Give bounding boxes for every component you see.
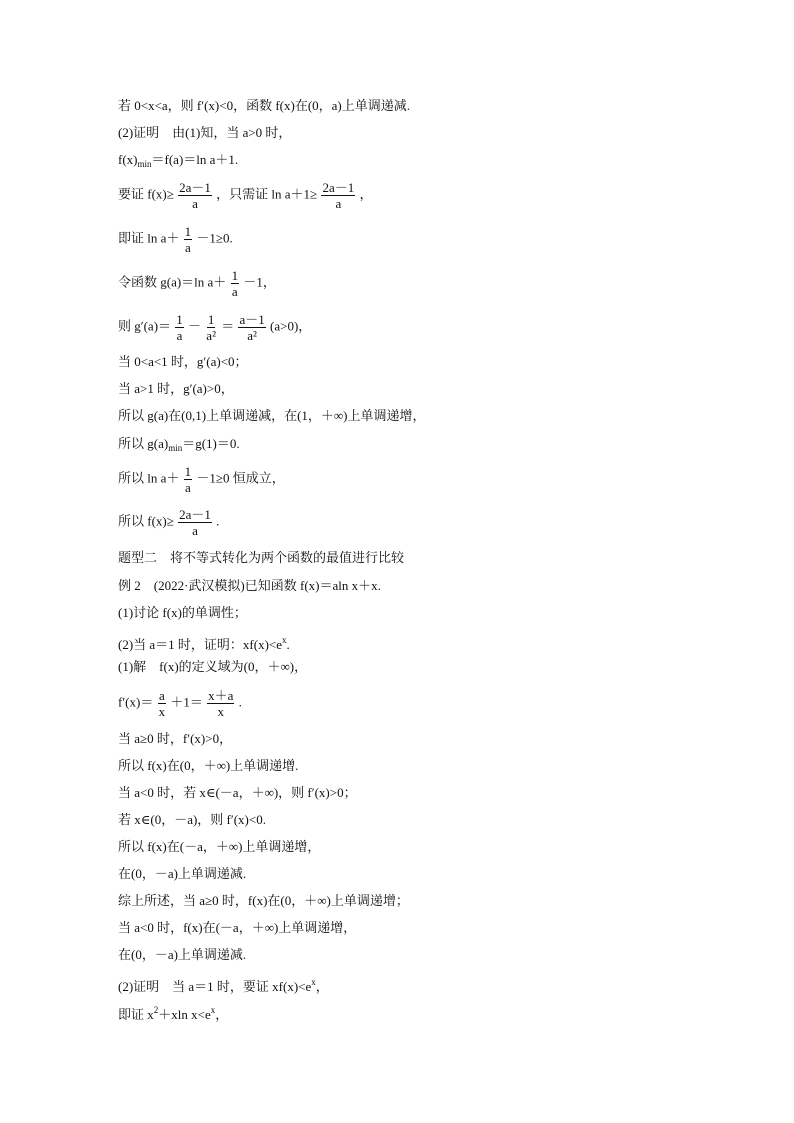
line-text: ＋1＝ xyxy=(170,694,203,710)
line-text: 综上所述，当 a≥0 时，f(x)在(0，＋∞)上单调递增； xyxy=(118,893,409,908)
line-text: . xyxy=(286,637,290,652)
line-text: 则 g′(a)＝ xyxy=(118,318,172,334)
line-text: 所以 g(a) xyxy=(118,436,169,451)
numerator: 1 xyxy=(207,312,215,327)
line-text: －1， xyxy=(243,274,276,290)
line-text: 当 a>1 时，g′(a)>0， xyxy=(118,381,234,396)
text-line xyxy=(118,812,266,828)
text-line xyxy=(118,224,233,255)
line-text: 令函数 g(a)＝ln a＋ xyxy=(118,274,227,290)
text-line xyxy=(118,98,410,114)
line-text: 若 0<x<a，则 f′(x)<0，函数 f(x)在(0，a)上单调递减. xyxy=(118,98,411,113)
line-text: (2)当 a＝1 时，证明：xf(x)<e xyxy=(118,637,283,652)
text-line xyxy=(118,605,247,621)
text-line xyxy=(118,464,285,495)
fraction xyxy=(184,464,193,495)
line-text: 当 a<0 时，f(x)在(－a，＋∞)上单调递增， xyxy=(118,920,357,935)
text-line xyxy=(118,1002,228,1023)
line-text: 例 2 (2022·武汉模拟)已知函数 f(x)＝aln x＋x. xyxy=(118,578,381,593)
line-text: ， xyxy=(315,979,329,994)
text-line xyxy=(118,381,234,397)
denominator: a² xyxy=(206,328,216,343)
text-line xyxy=(118,688,242,719)
line-text: ＝ xyxy=(221,318,235,334)
text-line xyxy=(118,866,246,882)
text-line xyxy=(118,785,357,801)
line-text: f(x) xyxy=(118,152,138,167)
text-line xyxy=(118,436,240,456)
line-text: － xyxy=(188,318,202,334)
line-text: －1≥0 恒成立， xyxy=(196,470,285,486)
text-line xyxy=(118,354,248,370)
text-line xyxy=(118,659,307,675)
numerator: 2a－1 xyxy=(179,180,211,195)
numerator: 1 xyxy=(231,268,239,283)
subscript: min xyxy=(137,159,152,169)
numerator: 2a－1 xyxy=(322,180,355,195)
denominator: a xyxy=(185,240,191,255)
numerator: a xyxy=(158,688,165,703)
line-text: ， xyxy=(215,1007,229,1022)
text-line xyxy=(118,152,238,172)
denominator: x xyxy=(158,704,166,719)
line-text: －1≥0. xyxy=(196,230,233,246)
text-line xyxy=(118,125,291,141)
line-text: 所以 g(a)在(0,1)上单调递减，在(1，＋∞)上单调递增， xyxy=(118,408,426,423)
text-line xyxy=(118,408,426,424)
line-text: 所以 f(x)在(－a，＋∞)上单调递增， xyxy=(118,839,321,854)
fraction xyxy=(175,312,184,343)
numerator: 2a－1 xyxy=(179,507,211,522)
line-text: 要证 f(x)≥ xyxy=(118,186,174,202)
line-text: 在(0，－a)上单调递减. xyxy=(118,866,247,881)
superscript: x xyxy=(282,635,287,645)
line-text: (2)证明 当 a＝1 时，要证 xf(x)<e xyxy=(118,979,312,994)
numerator: a－1 xyxy=(239,312,265,327)
fraction xyxy=(178,180,212,211)
text-line xyxy=(118,947,246,963)
text-line xyxy=(118,839,320,855)
text-line xyxy=(118,268,276,299)
superscript: 2 xyxy=(153,1005,159,1015)
superscript: x xyxy=(210,1005,216,1015)
fraction xyxy=(205,312,217,343)
text-line xyxy=(118,312,311,343)
text-line xyxy=(118,632,290,653)
line-text: 在(0，－a)上单调递减. xyxy=(118,947,247,962)
text-line xyxy=(118,920,356,936)
text-line xyxy=(118,731,232,747)
text-line xyxy=(118,974,329,995)
numerator: 1 xyxy=(184,464,192,479)
denominator: a xyxy=(176,328,183,343)
text-line xyxy=(118,758,298,774)
denominator: a² xyxy=(247,328,257,343)
line-text: (a>0)， xyxy=(270,318,312,334)
line-text: ＝f(a)＝ln a＋1. xyxy=(151,152,239,167)
numerator: 1 xyxy=(184,224,192,239)
line-text: 所以 ln a＋ xyxy=(118,470,180,486)
text-line xyxy=(118,180,372,211)
line-text: (2)证明 由(1)知，当 a>0 时， xyxy=(118,125,292,140)
line-text: . xyxy=(238,694,242,710)
fraction xyxy=(321,180,355,211)
denominator: a xyxy=(231,284,238,299)
numerator: x＋a xyxy=(208,688,234,703)
fraction xyxy=(158,688,167,719)
denominator: a xyxy=(192,196,198,211)
fraction xyxy=(231,268,240,299)
denominator: a xyxy=(185,480,191,495)
heading-text: 题型二 将不等式转化为两个函数的最值进行比较 xyxy=(118,551,405,566)
denominator: a xyxy=(335,196,342,211)
line-text: (1)解 f(x)的定义域为(0，＋∞)， xyxy=(118,659,308,674)
line-text: ，只需证 ln a＋1≥ xyxy=(216,186,318,202)
line-text: 当 0<a<1 时，g′(a)<0； xyxy=(118,354,248,369)
line-text: 若 x∈(0，－a)，则 f′(x)<0. xyxy=(118,812,266,827)
subscript: min xyxy=(168,443,183,453)
line-text: 即证 x xyxy=(118,1007,154,1022)
superscript: x xyxy=(311,977,316,987)
fraction xyxy=(207,688,234,719)
denominator: x xyxy=(217,704,224,719)
fraction xyxy=(184,224,193,255)
line-text: 当 a≥0 时，f′(x)>0， xyxy=(118,731,233,746)
fraction xyxy=(238,312,265,343)
line-text: (1)讨论 f(x)的单调性； xyxy=(118,605,247,620)
line-text: 所以 f(x)在(0，＋∞)上单调递增. xyxy=(118,758,299,773)
line-text: 当 a<0 时，若 x∈(－a，＋∞)，则 f′(x)>0； xyxy=(118,785,357,800)
line-text: ＝g(1)＝0. xyxy=(182,436,240,451)
line-text: ， xyxy=(359,186,373,202)
line-text: 所以 f(x)≥ xyxy=(118,513,174,529)
text-line xyxy=(118,893,409,909)
section-heading xyxy=(118,551,404,567)
text-line xyxy=(118,507,219,538)
fraction xyxy=(178,507,212,538)
numerator: 1 xyxy=(176,312,183,327)
line-text: 即证 ln a＋ xyxy=(118,230,180,246)
denominator: a xyxy=(192,523,198,538)
text-line xyxy=(118,578,381,594)
line-text: f′(x)＝ xyxy=(118,694,154,710)
line-text: . xyxy=(216,513,220,529)
line-text: ＋xln x<e xyxy=(158,1007,211,1022)
